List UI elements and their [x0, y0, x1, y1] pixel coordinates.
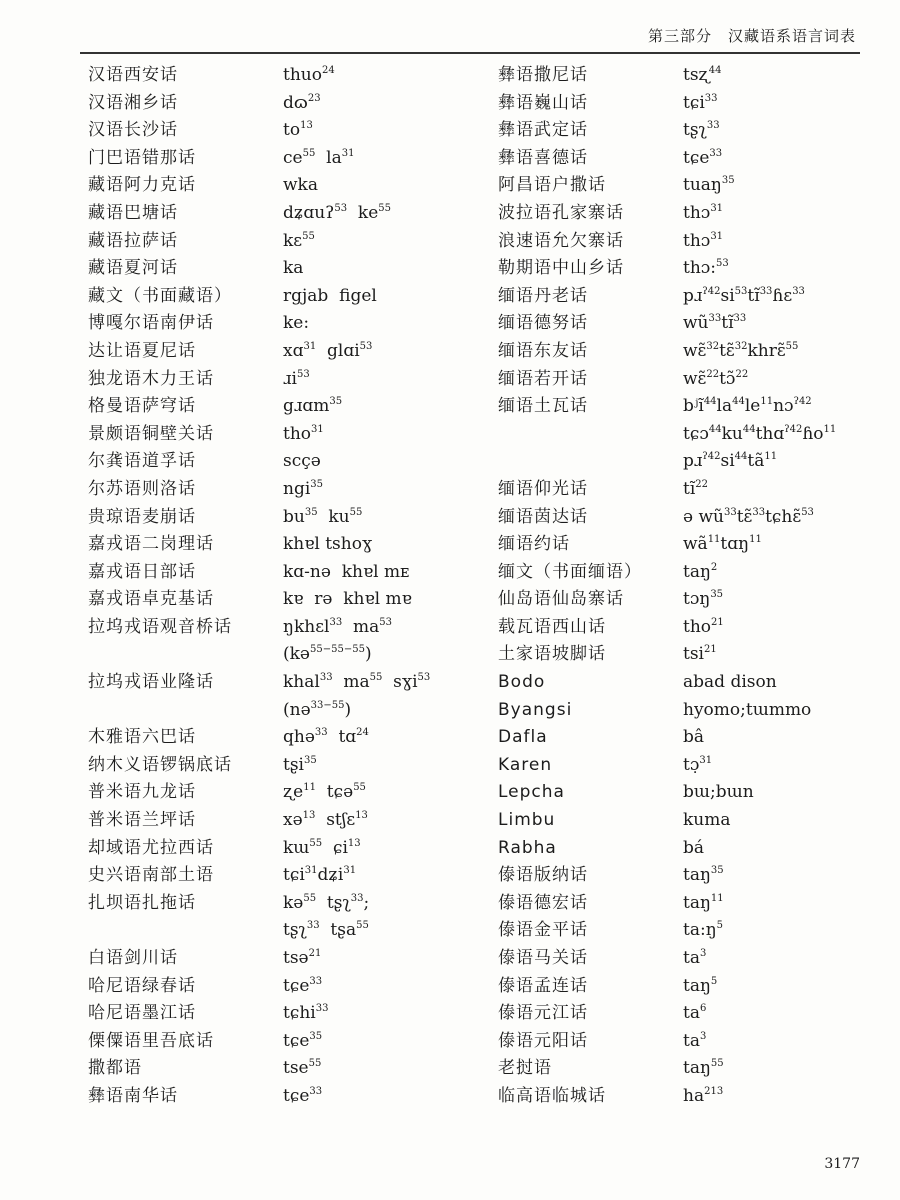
left-word-form: tse$^{55}$	[283, 1058, 322, 1079]
right-language-name: 傣语孟连话	[498, 975, 588, 996]
right-language-name: 缅语东友话	[498, 340, 588, 361]
right-language-name: 缅语茵达话	[498, 506, 588, 527]
left-form-column	[283, 62, 483, 1111]
left-language-name: 纳木义语锣锅底话	[88, 754, 232, 775]
left-word-form: wka	[283, 175, 318, 196]
page-number: 3177	[824, 1156, 860, 1172]
left-word-form: tʂi$^{35}$	[283, 754, 317, 775]
right-language-name: Rabha	[498, 837, 557, 858]
left-word-form: thuo$^{24}$	[283, 65, 335, 85]
right-word-form: tho$^{21}$	[683, 616, 724, 637]
left-language-name: 拉坞戎语业隆话	[88, 672, 214, 693]
right-language-name: 傣语版纳话	[498, 865, 588, 886]
right-word-form: tsʐ$^{44}$	[683, 65, 722, 85]
left-language-name: 哈尼语绿春话	[88, 975, 196, 996]
right-language-name: 浪速语允欠寨话	[498, 230, 624, 251]
left-language-name: 尔龚语道孚话	[88, 451, 196, 472]
right-language-name: 勒期语中山乡话	[498, 258, 624, 279]
left-word-form: khal$^{33}$ $ma^{55}$ sɣi$^{53}$	[283, 672, 431, 693]
running-head: 第三部分 汉藏语系语言词表	[647, 27, 856, 45]
right-language-name: Bodo	[498, 672, 546, 693]
right-word-form: $pɹ^{ʔ42}si^{44}tã^{11}$	[683, 451, 778, 472]
right-word-form: thɔ:$^{53}$	[683, 258, 729, 279]
right-word-form: taŋ$^5$	[683, 975, 718, 996]
left-word-form: $ce^{55}$ $la^{31}$	[283, 147, 355, 168]
left-language-name: 嘉戎语日部话	[88, 561, 196, 582]
right-language-name: 彝语武定话	[498, 120, 588, 141]
left-word-form: (nə$^{33-55}$)	[283, 699, 352, 720]
right-word-form: hyomo;tɯmmo	[683, 699, 812, 720]
left-word-form: kɛ$^{55}$	[283, 230, 315, 251]
right-language-name: 老挝语	[498, 1058, 552, 1079]
right-language-name: 傣语元阳话	[498, 1030, 588, 1051]
right-word-form: thɔ$^{31}$	[683, 230, 724, 251]
left-language-name: 门巴语错那话	[88, 147, 196, 168]
left-language-name: 藏语拉萨话	[88, 230, 178, 251]
right-language-name: 彝语撒尼话	[498, 65, 588, 85]
right-word-form: bá	[683, 837, 705, 858]
right-language-name: 缅语德努话	[498, 313, 588, 334]
left-language-name: 木雅语六巴话	[88, 727, 196, 748]
left-word-form: dʑɑuʔ$^{53}$ $ke^{55}$	[283, 202, 391, 223]
left-word-form: tho$^{31}$	[283, 423, 324, 444]
left-language-name: 藏语夏河话	[88, 258, 178, 279]
right-word-form: bâ	[683, 727, 705, 748]
right-language-name: Dafla	[498, 727, 548, 748]
left-word-form: qhə$^{33}$ tɑ$^{24}$	[283, 727, 369, 748]
right-language-name: 傣语德宏话	[498, 892, 588, 913]
left-language-name: 独龙语木力王话	[88, 368, 214, 389]
left-language-name: 格曼语萨穹话	[88, 396, 196, 417]
left-language-name: 汉语湘乡话	[88, 92, 178, 113]
left-word-form: ʐe$^{11}$ tɕə$^{55}$	[283, 782, 366, 803]
right-language-name: Limbu	[498, 810, 556, 831]
left-language-name: 哈尼语墨江话	[88, 1003, 196, 1024]
left-language-name: 嘉戎语卓克基话	[88, 589, 214, 610]
left-language-name: 景颇语铜壁关话	[88, 423, 214, 444]
right-word-form: $tĩ^{22}$	[683, 478, 709, 499]
left-language-name: 拉坞戎语观音桥话	[88, 616, 232, 637]
right-language-name: 缅语约话	[498, 534, 570, 555]
right-word-form: taŋ$^{11}$	[683, 892, 724, 913]
right-language-name: 载瓦语西山话	[498, 616, 606, 637]
left-word-form: rgjab figel	[283, 285, 377, 306]
left-word-form: kɐ rə khɐl mɐ	[283, 589, 412, 610]
right-word-form: tɕe$^{33}$	[683, 147, 723, 168]
right-form-column	[683, 62, 863, 1111]
left-word-form: khɐl tshoɣ	[283, 534, 373, 555]
right-word-form: bɯ;bɯn	[683, 782, 754, 803]
left-language-name: 藏语阿力克话	[88, 175, 196, 196]
left-language-name	[88, 917, 278, 945]
left-language-name: 普米语九龙话	[88, 782, 196, 803]
right-word-form: $pɹ^{ʔ42}si^{53}tɪ̃^{33}ɦɛ^{33}$	[683, 285, 805, 306]
right-word-form: $wũ^{33}tɪ̃^{33}$	[683, 313, 747, 334]
right-word-form: taŋ$^{55}$	[683, 1058, 724, 1079]
left-language-name: 汉语长沙话	[88, 120, 178, 141]
right-word-form: tuaŋ$^{35}$	[683, 175, 735, 196]
left-language-name: 嘉戎语二岗理话	[88, 534, 214, 555]
right-language-name: 彝语巍山话	[498, 92, 588, 113]
right-language-name: 仙岛语仙岛寨话	[498, 589, 624, 610]
left-word-form: $bu^{35}$ $ku^{55}$	[283, 506, 363, 527]
right-word-form: tɔ̣$^{31}$	[683, 754, 713, 775]
page-header	[80, 18, 860, 54]
left-language-name: 傈僳语里吾底话	[88, 1030, 214, 1051]
right-word-form: abad dison	[683, 672, 777, 693]
left-word-form: ka	[283, 258, 304, 279]
left-word-form: dɷ$^{23}$	[283, 92, 321, 113]
right-word-form: $ta^6$	[683, 1003, 707, 1024]
left-word-form: xə$^{13}$ stʃɛ$^{13}$	[283, 810, 368, 831]
left-word-form: tɕhi$^{33}$	[283, 1003, 329, 1024]
right-word-form: $wã^{11}tɑŋ^{11}$	[683, 534, 762, 555]
right-word-form: $ta^3$	[683, 1030, 707, 1051]
left-word-form: ke:	[283, 313, 310, 334]
left-language-name	[88, 641, 278, 669]
left-language-name: 史兴语南部土语	[88, 865, 214, 886]
right-language-name	[498, 421, 676, 449]
left-word-form: tɕe$^{33}$	[283, 975, 323, 996]
right-word-form: tsi$^{21}$	[683, 644, 717, 665]
left-word-form: xɑ$^{31}$ glɑi$^{53}$	[283, 340, 373, 361]
left-language-name: 撒都语	[88, 1058, 142, 1079]
right-language-name: 临高语临城话	[498, 1085, 606, 1106]
right-word-form: thɔ$^{31}$	[683, 202, 724, 223]
right-language-name: 傣语金平话	[498, 920, 588, 941]
right-language-name: 波拉语孔家寨话	[498, 202, 624, 223]
left-word-form: scçə	[283, 451, 321, 472]
right-word-form: tɕi$^{33}$	[683, 92, 718, 113]
right-language-name: 缅语若开话	[498, 368, 588, 389]
left-language-column	[88, 62, 278, 1111]
left-language-name: 达让语夏尼话	[88, 340, 196, 361]
left-language-name: 藏文（书面藏语）	[88, 285, 232, 306]
left-word-form: ɹi$^{53}$	[283, 368, 310, 389]
right-word-form: $ha^{213}$	[683, 1085, 724, 1106]
right-language-name: Byangsi	[498, 699, 573, 720]
left-word-form: (kə$^{55-55-55}$)	[283, 644, 372, 665]
right-language-name: Lepcha	[498, 782, 565, 803]
right-language-name: 缅文（书面缅语）	[498, 561, 642, 582]
right-language-column	[498, 62, 676, 1111]
right-word-form: $ta^3$	[683, 948, 707, 968]
right-language-name: 阿昌语户撒话	[498, 175, 606, 196]
right-word-form: taŋ$^{35}$	[683, 865, 724, 886]
right-word-form: tɔŋ$^{35}$	[683, 589, 724, 610]
left-word-form: $to^{13}$	[283, 120, 313, 141]
right-word-form: wɛ̃$^{22}$tɔ̃$^{22}$	[683, 368, 749, 389]
left-word-form: tɕe$^{35}$	[283, 1030, 323, 1051]
left-language-name: 普米语兰坪话	[88, 810, 196, 831]
right-word-form: taŋ$^2$	[683, 561, 718, 582]
left-language-name: 贵琼语麦崩话	[88, 506, 196, 527]
right-word-form: wɛ̃$^{32}$tɛ̃$^{32}$khrɛ̃$^{55}$	[683, 340, 799, 361]
left-word-form: kɑ-nə khɐl mᴇ	[283, 561, 410, 582]
left-language-name: 尔苏语则洛话	[88, 478, 196, 499]
left-language-name: 白语剑川话	[88, 948, 178, 968]
right-language-name: 土家语坡脚话	[498, 644, 606, 665]
right-language-name: 缅语仰光话	[498, 478, 588, 499]
left-word-form: kə$^{55}$ tʂʅ$^{33}$;	[283, 892, 370, 913]
left-word-form: kɯ$^{55}$ ɕi$^{13}$	[283, 837, 361, 858]
left-language-name: 藏语巴塘话	[88, 202, 178, 223]
left-word-form: ŋkhɛl$^{33}$ $ma^{53}$	[283, 616, 392, 637]
left-word-form: gɹɑm$^{35}$	[283, 396, 343, 417]
left-language-name: 扎坝语扎拖话	[88, 892, 196, 913]
right-language-name: Karen	[498, 754, 553, 775]
right-word-form: $tɕɔ^{44}ku^{44}thɑ^{ʔ42}ɦo^{11}$	[683, 423, 837, 444]
left-language-name: 汉语西安话	[88, 65, 178, 85]
right-language-name: 傣语马关话	[498, 948, 588, 968]
right-word-form: tʂʅ$^{33}$	[683, 120, 720, 141]
left-language-name	[88, 697, 278, 725]
left-word-form: tɕi$^{31}$dʑi$^{31}$	[283, 865, 357, 886]
right-word-form: ə $wũ^{33}tɛ̃^{33}tɕhɛ̃^{53}$	[683, 506, 814, 527]
right-word-form: kuma	[683, 810, 731, 831]
right-language-name: 彝语喜德话	[498, 147, 588, 168]
right-language-name: 缅语土瓦话	[498, 396, 588, 417]
left-word-form: tsə$^{21}$	[283, 948, 322, 968]
left-language-name: 彝语南华话	[88, 1085, 178, 1106]
right-language-name: 傣语元江话	[498, 1003, 588, 1024]
left-language-name: 却域语尤拉西话	[88, 837, 214, 858]
left-language-name: 博嘎尔语南伊话	[88, 313, 214, 334]
left-word-form: ngi$^{35}$	[283, 478, 324, 499]
right-language-name: 缅语丹老话	[498, 285, 588, 306]
right-word-form: $ta:ŋ^5$	[683, 920, 724, 941]
left-word-form: tɕe$^{33}$	[283, 1085, 323, 1106]
right-word-form: $bʲĩ^{44}la^{44}le^{11}nɔ^{ʔ42}$	[683, 396, 812, 417]
right-language-name	[498, 448, 676, 476]
left-word-form: tʂʅ$^{33}$ tʂa$^{55}$	[283, 920, 369, 941]
